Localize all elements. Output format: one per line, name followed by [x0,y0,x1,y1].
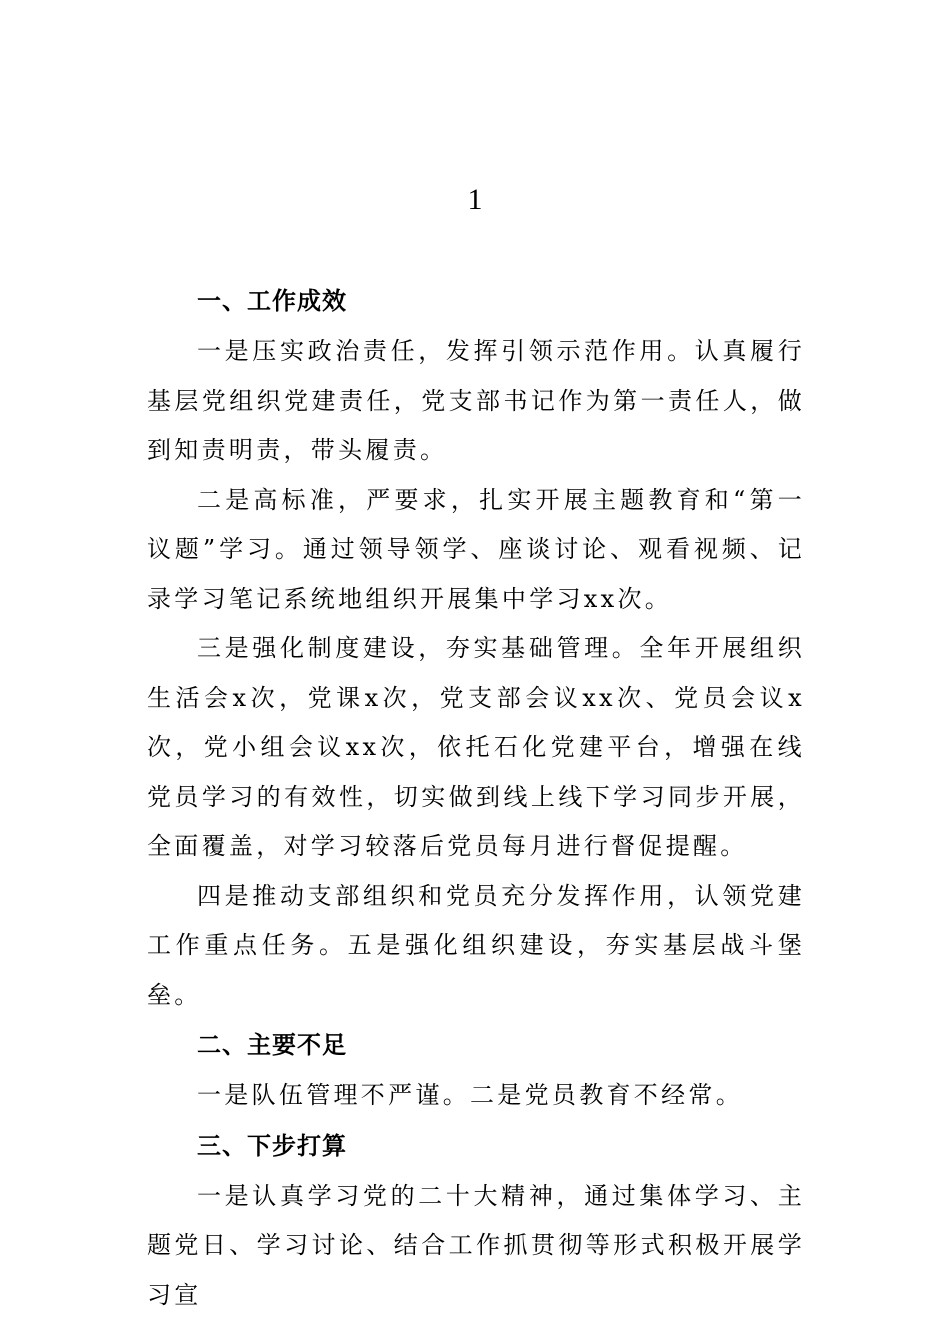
paragraph: 二是高标准，严要求，扎实开展主题教育和“第一议题”学习。通过领导领学、座谈讨论、观看视频、记录学习笔记系统地组织开展集中学习xx次。 [147,485,805,613]
paragraph: 四是推动支部组织和党员充分发挥作用，认领党建工作重点任务。五是强化组织建设，夯实基层战斗堡垒。 [147,881,805,1009]
paragraph: 一是队伍管理不严谨。二是党员教育不经常。 [197,1081,743,1109]
section-heading-shortcomings: 二、主要不足 [197,1031,347,1059]
section-heading-achievements: 一、工作成效 [197,287,347,315]
paragraph: 三是强化制度建设，夯实基础管理。全年开展组织生活会x次，党课x次，党支部会议xx次、党员会议x次，党小组会议xx次，依托石化党建平台，增强在线党员学习的有效性，切实做到线上线下学习同步开展，全面覆盖，对学习较落后党员每月进行督促提醒。 [147,634,805,860]
paragraph: 一是压实政治责任，发挥引领示范作用。认真履行基层党组织党建责任，党支部书记作为第一责任人，做到知责明责，带头履责。 [147,337,805,464]
section-heading-next-steps: 三、下步打算 [197,1131,347,1160]
document-body [147,276,805,1320]
paragraph: 一是认真学习党的二十大精神，通过集体学习、主题党日、学习讨论、结合工作抓贯彻等形式积极开展学习宣 [147,1181,805,1309]
page-number: 1 [467,183,483,216]
